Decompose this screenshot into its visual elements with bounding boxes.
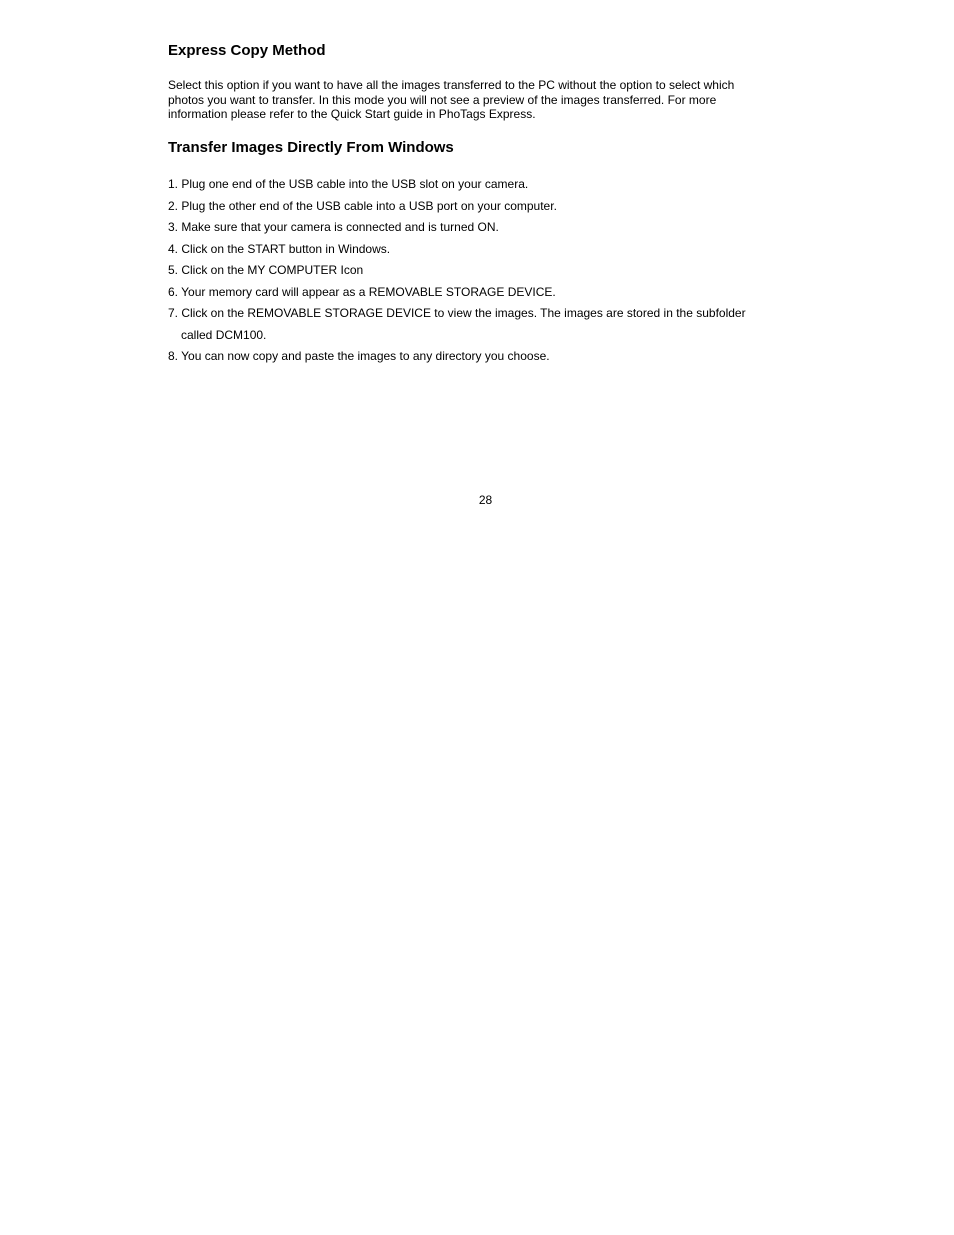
step-text: 7. Click on the REMOVABLE STORAGE DEVICE to view the images. The images are stored in the subfolder xyxy=(168,306,746,320)
express-copy-paragraph xyxy=(168,78,734,122)
section-heading-transfer-windows: Transfer Images Directly From Windows xyxy=(168,139,454,156)
step-text: 8. You can now copy and paste the images to any directory you choose. xyxy=(168,349,550,363)
list-item xyxy=(168,282,746,304)
step-text: 1. Plug one end of the USB cable into the USB slot on your camera. xyxy=(168,177,529,191)
step-text: 3. Make sure that your camera is connected and is turned ON. xyxy=(168,220,499,234)
step-text: 6. Your memory card will appear as a REMOVABLE STORAGE DEVICE. xyxy=(168,284,556,299)
step-text-continuation: called DCM100. xyxy=(181,327,267,342)
section-heading-express-copy: Express Copy Method xyxy=(168,42,326,59)
list-item xyxy=(168,346,746,368)
list-item xyxy=(168,174,746,196)
list-item xyxy=(168,239,746,261)
step-text: 5. Click on the MY COMPUTER Icon xyxy=(168,263,364,277)
list-item xyxy=(168,196,746,218)
step-text: 4. Click on the START button in Windows. xyxy=(168,241,391,256)
list-item xyxy=(168,260,746,282)
list-item xyxy=(168,303,746,346)
paragraph-line: Select this option if you want to have all the images transferred to the PC without the option to select which xyxy=(168,78,735,92)
transfer-steps-list xyxy=(168,174,746,368)
step-text: 2. Plug the other end of the USB cable into a USB port on your computer. xyxy=(168,198,557,213)
list-item xyxy=(168,217,746,239)
paragraph-line: information please refer to the Quick Start guide in PhoTags Express. xyxy=(168,107,536,121)
page-number: 28 xyxy=(478,493,493,507)
paragraph-line: photos you want to transfer. In this mode you will not see a preview of the images transferred. For more xyxy=(168,92,717,107)
